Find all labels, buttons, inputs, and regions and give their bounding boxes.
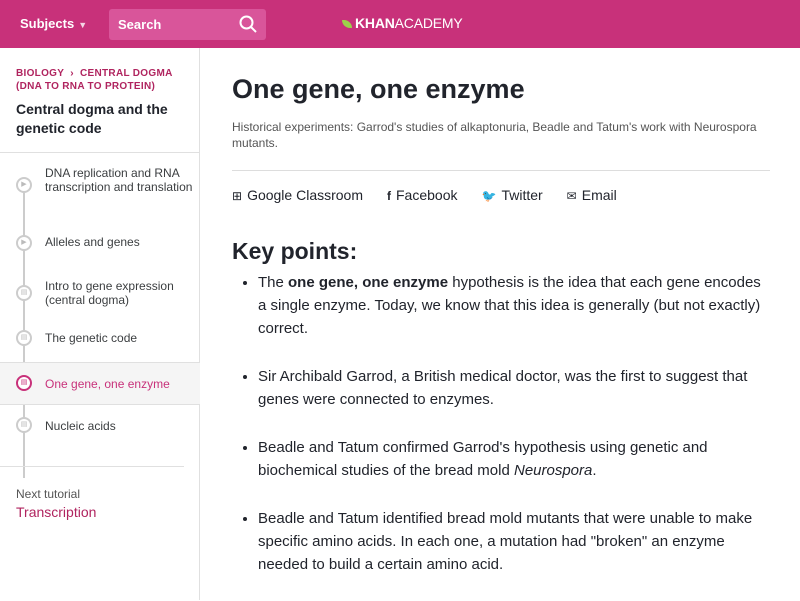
subjects-label: Subjects bbox=[20, 16, 75, 31]
page-title: One gene, one enzyme bbox=[232, 74, 525, 104]
sidebar-item-dna-replication[interactable] bbox=[0, 153, 200, 227]
item-label: One gene, one enzyme bbox=[45, 377, 170, 391]
key-points-list bbox=[232, 271, 770, 576]
key-point bbox=[258, 271, 770, 340]
share-label: Facebook bbox=[396, 187, 458, 203]
subjects-menu[interactable] bbox=[20, 16, 87, 31]
search-input[interactable] bbox=[109, 9, 266, 40]
next-tutorial-label: Next tutorial bbox=[16, 487, 81, 501]
chevron-down-icon: ▼ bbox=[78, 20, 88, 30]
google-classroom-button[interactable] bbox=[232, 187, 363, 203]
share-label: Twitter bbox=[501, 187, 543, 203]
article-icon: ▤ bbox=[16, 330, 32, 346]
key-point bbox=[258, 436, 770, 482]
sidebar-item-alleles[interactable] bbox=[0, 227, 200, 265]
text: The bbox=[258, 274, 289, 291]
breadcrumb-central-dogma[interactable]: CENTRAL DOGMA (DNA TO RNA TO PROTEIN) bbox=[16, 68, 173, 92]
search-placeholder: Search bbox=[118, 17, 162, 32]
tutorial-list bbox=[0, 152, 200, 448]
item-label: DNA replication and RNA transcription and translation bbox=[45, 166, 193, 194]
bold-term: one gene, one enzyme bbox=[288, 274, 449, 291]
khan-academy-logo[interactable] bbox=[342, 15, 463, 31]
page-subtitle: Historical experiments: Garrod's studies of alkaptonuria, Beadle and Tatum's work with Neurospora mutants. bbox=[232, 119, 770, 171]
share-bar bbox=[232, 187, 770, 203]
email-button[interactable] bbox=[567, 187, 617, 203]
key-point bbox=[258, 507, 770, 576]
play-icon: ▶ bbox=[16, 177, 32, 193]
text: Beadle and Tatum identified bread mold mutants that were unable to make specific amino acids. In each one, a mutation had "broken" an enzyme needed to build a certain amino acid. bbox=[258, 510, 753, 573]
item-label: The genetic code bbox=[45, 331, 138, 345]
twitter-button[interactable] bbox=[481, 187, 542, 203]
leaf-icon bbox=[342, 20, 352, 28]
italic-term: Neurospora bbox=[513, 462, 593, 479]
search-icon[interactable] bbox=[238, 14, 258, 34]
facebook-button[interactable] bbox=[387, 187, 457, 203]
logo-light: ACADEMY bbox=[394, 15, 463, 31]
sidebar-item-genetic-code[interactable] bbox=[0, 323, 200, 362]
text: Sir Archibald Garrod, a British medical doctor, was the first to suggest that genes were connected to enzymes. bbox=[258, 368, 748, 408]
twitter-icon: 🐦 bbox=[481, 189, 497, 203]
item-label: Alleles and genes bbox=[45, 235, 140, 249]
share-label: Email bbox=[581, 187, 617, 203]
sidebar bbox=[0, 48, 200, 600]
article-icon: ▤ bbox=[16, 375, 32, 391]
key-points-heading: Key points: bbox=[232, 238, 358, 264]
article bbox=[232, 48, 770, 601]
sidebar-item-intro-gene-expression[interactable] bbox=[0, 265, 200, 323]
text: Beadle and Tatum confirmed Garrod's hypothesis using genetic and biochemical studies of the bread mold bbox=[258, 439, 708, 479]
next-tutorial bbox=[0, 466, 184, 520]
text: hypothesis is the idea that each gene encodes a single enzyme. Today, we know that this idea is generally (but not exactly) correct. bbox=[258, 274, 761, 337]
key-point bbox=[258, 365, 770, 411]
sidebar-item-one-gene-one-enzyme[interactable] bbox=[0, 362, 200, 405]
email-icon: ✉ bbox=[566, 189, 577, 203]
breadcrumb-biology[interactable]: BIOLOGY bbox=[16, 68, 65, 79]
item-label: Nucleic acids bbox=[45, 419, 116, 433]
breadcrumb: BIOLOGY › CENTRAL DOGMA (DNA TO RNA TO PROTEIN) bbox=[16, 68, 173, 92]
text: . bbox=[592, 462, 597, 479]
sidebar-item-nucleic-acids[interactable] bbox=[0, 405, 200, 448]
google-classroom-icon: ⊞ bbox=[232, 189, 243, 203]
tutorial-title: Central dogma and the genetic code bbox=[16, 101, 168, 136]
top-bar bbox=[0, 0, 800, 48]
share-label: Google Classroom bbox=[247, 187, 363, 203]
article-icon: ▤ bbox=[16, 285, 32, 301]
next-tutorial-link[interactable]: Transcription bbox=[16, 504, 97, 520]
facebook-icon: f bbox=[387, 189, 391, 203]
logo-bold: KHAN bbox=[355, 15, 395, 31]
article-icon: ▤ bbox=[16, 417, 32, 433]
item-label: Intro to gene expression (central dogma) bbox=[45, 279, 174, 307]
play-icon: ▶ bbox=[16, 235, 32, 251]
